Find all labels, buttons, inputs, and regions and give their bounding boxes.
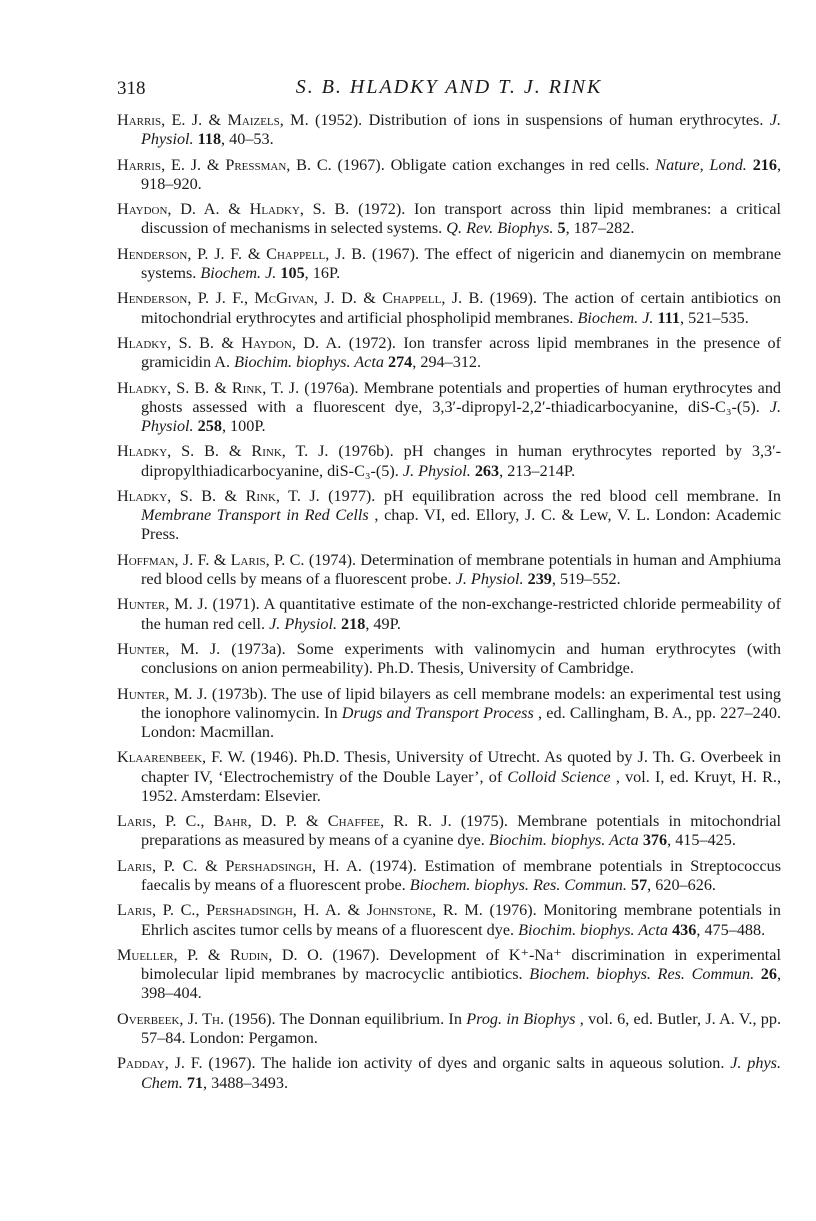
ref-year: (1976a). bbox=[304, 378, 359, 397]
reference-item bbox=[117, 551, 781, 589]
ref-volume: 216 bbox=[752, 155, 777, 174]
ref-journal: Q. Rev. Biophys. bbox=[446, 219, 554, 238]
ref-pages: , 398–404. bbox=[141, 965, 781, 1003]
reference-list bbox=[117, 111, 781, 1099]
ref-journal: Biochem. biophys. Res. Commun. bbox=[529, 965, 755, 984]
ref-journal: Biochim. biophys. Acta bbox=[518, 920, 669, 939]
ref-title: Monitoring membrane potentials in Ehrlich ascites tumor cells by means of a fluorescent dye. bbox=[141, 901, 782, 939]
reference-item bbox=[117, 857, 781, 895]
ref-pages: , 213–214P. bbox=[499, 461, 576, 480]
ref-year: (1977). bbox=[328, 486, 376, 505]
ref-journal: Biochem. J. bbox=[577, 308, 654, 327]
reference-item bbox=[117, 946, 781, 1004]
ref-year: (1967). bbox=[371, 244, 420, 263]
ref-year: (1974). bbox=[308, 550, 357, 569]
ref-year: (1976). bbox=[489, 901, 537, 920]
ref-authors: Laris, P. C., Pershadsingh, H. A. & Johnstone, R. M. bbox=[117, 901, 483, 920]
ref-year: (1952). bbox=[315, 111, 363, 129]
ref-pages: , vol. 6, ed. Butler, J. A. V., pp. 57–84. London: Pergamon. bbox=[141, 1009, 782, 1047]
ref-title: A quantitative estimate of the non-exchange-restricted chloride permeability of the human red cell. bbox=[141, 595, 781, 633]
ref-authors: Laris, P. C., Bahr, D. P. & Chaffee, R. R. J. bbox=[117, 812, 452, 831]
running-head: S. B. HLADKY AND T. J. RINK bbox=[295, 76, 603, 98]
ref-title: Ph.D. Thesis, University of Utrecht. As quoted by J. Th. G. Overbeek in chapter IV, ‘Electrochemistry of the Double Layer’, of bbox=[141, 748, 781, 786]
reference-item bbox=[117, 379, 781, 437]
ref-volume: 239 bbox=[527, 569, 552, 588]
ref-volume: 258 bbox=[197, 416, 222, 435]
ref-title: Membrane potentials and properties of human erythrocytes and ghosts assessed with a fluorescent dye, 3,3′-dipropyl-2,2′-thiadicarbocyanine, diS-C₃-(5). bbox=[141, 378, 782, 416]
ref-pages: , 3488–3493. bbox=[203, 1073, 289, 1092]
ref-journal: Biochem. J. bbox=[200, 263, 277, 282]
ref-volume: 26 bbox=[760, 965, 777, 984]
ref-year: (1946). bbox=[250, 748, 298, 767]
ref-authors: Laris, P. C. & Pershadsingh, H. A. bbox=[117, 856, 362, 875]
ref-year: (1974). bbox=[369, 856, 417, 875]
ref-journal: Biochim. biophys. Acta bbox=[234, 353, 384, 372]
ref-year: (1976b). bbox=[338, 442, 394, 461]
ref-volume: 436 bbox=[672, 920, 697, 939]
reference-item bbox=[117, 640, 781, 678]
ref-volume: 111 bbox=[657, 308, 681, 327]
ref-year: (1969). bbox=[489, 289, 537, 308]
page-number: 318 bbox=[117, 78, 146, 99]
ref-title: Obligate cation exchanges in red cells. bbox=[390, 155, 650, 174]
ref-volume: 57 bbox=[630, 875, 648, 894]
ref-volume: 218 bbox=[341, 614, 366, 633]
reference-item bbox=[117, 442, 781, 480]
reference-item bbox=[117, 901, 781, 939]
ref-title: Ion transport across thin lipid membranes: a critical discussion of mechanisms in selected systems. bbox=[141, 200, 782, 238]
reference-item bbox=[117, 334, 781, 372]
ref-title: The Donnan equilibrium. In bbox=[279, 1009, 462, 1028]
ref-volume: 5 bbox=[557, 219, 566, 238]
ref-journal: Nature, Lond. bbox=[655, 155, 747, 174]
ref-title: Some experiments with valinomycin and human erythrocytes (with conclusions on anion permeability). Ph.D. Thesis, University of Cambridge. bbox=[141, 639, 782, 678]
ref-pages: , vol. I, ed. Kruyt, H. R., 1952. Amsterdam: Elsevier. bbox=[141, 767, 782, 805]
ref-authors: Overbeek, J. Th. bbox=[117, 1009, 224, 1028]
ref-authors: Hladky, S. B. & Rink, T. J. bbox=[117, 442, 329, 461]
ref-title: Membrane potentials in mitochondrial preparations as measured by means of a cyanine dye. bbox=[141, 812, 782, 850]
ref-journal: Colloid Science bbox=[507, 767, 611, 786]
ref-title: Distribution of ions in suspensions of human erythrocytes. bbox=[368, 111, 764, 129]
ref-authors: Hladky, S. B. & Rink, T. J. bbox=[117, 378, 300, 397]
ref-pages: , 415–425. bbox=[667, 831, 736, 850]
ref-pages: , 620–626. bbox=[647, 875, 716, 894]
ref-pages: , 521–535. bbox=[680, 308, 749, 327]
ref-authors: Harris, E. J. & Maizels, M. bbox=[117, 111, 309, 129]
page-header bbox=[117, 76, 781, 106]
ref-authors: Padday, J. F. bbox=[117, 1054, 203, 1073]
ref-year: (1956). bbox=[228, 1009, 276, 1028]
ref-pages: , 519–552. bbox=[551, 569, 621, 588]
ref-pages: , 918–920. bbox=[141, 155, 782, 193]
ref-title: The action of certain antibiotics on mitochondrial erythrocytes and artificial phospholipid membranes. bbox=[141, 289, 781, 327]
reference-item bbox=[117, 111, 781, 149]
ref-title: The use of lipid bilayers as cell membrane models: an experimental test using the ionophore valinomycin. In bbox=[141, 684, 782, 722]
ref-journal: Biochem. biophys. Res. Commun. bbox=[409, 875, 627, 894]
ref-journal: Drugs and Transport Process bbox=[341, 703, 534, 722]
ref-authors: Haydon, D. A. & Hladky, S. B. bbox=[117, 200, 350, 219]
ref-volume: 263 bbox=[474, 461, 500, 480]
ref-title: Determination of membrane potentials in human and Amphiuma red blood cells by means of a fluorescent probe. bbox=[141, 550, 782, 588]
reference-item bbox=[117, 487, 781, 545]
ref-authors: Hladky, S. B. & Rink, T. J. bbox=[117, 486, 320, 505]
ref-year: (1973a). bbox=[231, 639, 286, 658]
ref-pages: , 475–488. bbox=[696, 920, 766, 939]
ref-year: (1975). bbox=[460, 812, 508, 831]
ref-title: Ion transfer across lipid membranes in the presence of gramicidin A. bbox=[141, 333, 782, 372]
ref-volume: 274 bbox=[387, 353, 413, 372]
reference-item bbox=[117, 748, 781, 806]
ref-pages: , 40–53. bbox=[221, 130, 274, 149]
ref-authors: Klaarenbeek, F. W. bbox=[117, 748, 246, 767]
ref-journal: J. Physiol. bbox=[455, 569, 524, 588]
ref-year: (1967). bbox=[332, 945, 380, 964]
ref-title: pH changes in human erythrocytes reported by 3,3′-dipropylthiadicarbocyanine, diS-C₃-(5). bbox=[141, 442, 782, 480]
ref-authors: Henderson, P. J. F. & Chappell, J. B. bbox=[117, 244, 367, 263]
ref-authors: Hladky, S. B. & Haydon, D. A. bbox=[117, 333, 342, 352]
ref-journal: Membrane Transport in Red Cells bbox=[141, 506, 369, 525]
ref-volume: 105 bbox=[280, 263, 305, 282]
reference-item bbox=[117, 685, 781, 743]
ref-authors: Hunter, M. J. bbox=[117, 684, 208, 703]
reference-item bbox=[117, 156, 781, 194]
ref-pages: , 49P. bbox=[365, 614, 401, 633]
ref-title: pH equilibration across the red blood cell membrane. In bbox=[383, 486, 782, 505]
ref-year: (1967). bbox=[337, 155, 385, 174]
ref-journal: Prog. in Biophys bbox=[466, 1009, 576, 1028]
ref-year: (1972). bbox=[348, 333, 396, 352]
ref-pages: , 294–312. bbox=[412, 353, 482, 372]
ref-journal: J. phys. Chem. bbox=[141, 1054, 782, 1092]
ref-year: (1973b). bbox=[211, 684, 268, 703]
ref-journal: Biochim. biophys. Acta bbox=[488, 831, 639, 850]
ref-pages: , 187–282. bbox=[565, 219, 635, 238]
ref-journal: J. Physiol. bbox=[402, 461, 471, 480]
ref-title: Development of K⁺-Na⁺ discrimination in experimental bimolecular lipid membranes by macrocyclic antibiotics. bbox=[141, 945, 781, 984]
reference-item bbox=[117, 1010, 781, 1048]
ref-year: (1967). bbox=[208, 1054, 256, 1073]
ref-journal: J. Physiol. bbox=[269, 614, 337, 633]
reference-item bbox=[117, 812, 781, 850]
ref-journal: J. Physiol. bbox=[141, 397, 781, 435]
ref-authors: Hunter, M. J. bbox=[117, 639, 221, 658]
ref-title: Estimation of membrane potentials in Streptococcus faecalis by means of a fluorescent probe. bbox=[141, 856, 782, 894]
ref-authors: Henderson, P. J. F., McGivan, J. D. & Chappell, J. B. bbox=[117, 289, 484, 308]
ref-year: (1972). bbox=[358, 200, 406, 219]
ref-pages: , ed. Callingham, B. A., pp. 227–240. London: Macmillan. bbox=[141, 703, 782, 741]
reference-item bbox=[117, 245, 781, 283]
ref-title: The halide ion activity of dyes and organic salts in aqueous solution. bbox=[261, 1054, 725, 1073]
reference-item bbox=[117, 200, 781, 238]
ref-year: (1971). bbox=[212, 595, 260, 614]
ref-volume: 118 bbox=[197, 130, 222, 149]
reference-item bbox=[117, 1054, 781, 1092]
ref-journal: J. Physiol. bbox=[141, 111, 782, 149]
ref-volume: 71 bbox=[186, 1073, 204, 1092]
ref-authors: Hoffman, J. F. & Laris, P. C. bbox=[117, 550, 305, 569]
ref-volume: 376 bbox=[642, 831, 668, 850]
ref-title: The effect of nigericin and dianemycin on membrane systems. bbox=[141, 244, 782, 282]
ref-authors: Hunter, M. J. bbox=[117, 595, 208, 614]
ref-authors: Harris, E. J. & Pressman, B. C. bbox=[117, 155, 332, 174]
ref-pages: , chap. VI, ed. Ellory, J. C. & Lew, V. L. London: Academic Press. bbox=[141, 506, 782, 544]
ref-authors: Mueller, P. & Rudin, D. O. bbox=[117, 945, 323, 964]
reference-item bbox=[117, 289, 781, 327]
ref-pages: , 16P. bbox=[304, 263, 341, 282]
reference-item bbox=[117, 595, 781, 633]
ref-pages: , 100P. bbox=[221, 416, 266, 435]
